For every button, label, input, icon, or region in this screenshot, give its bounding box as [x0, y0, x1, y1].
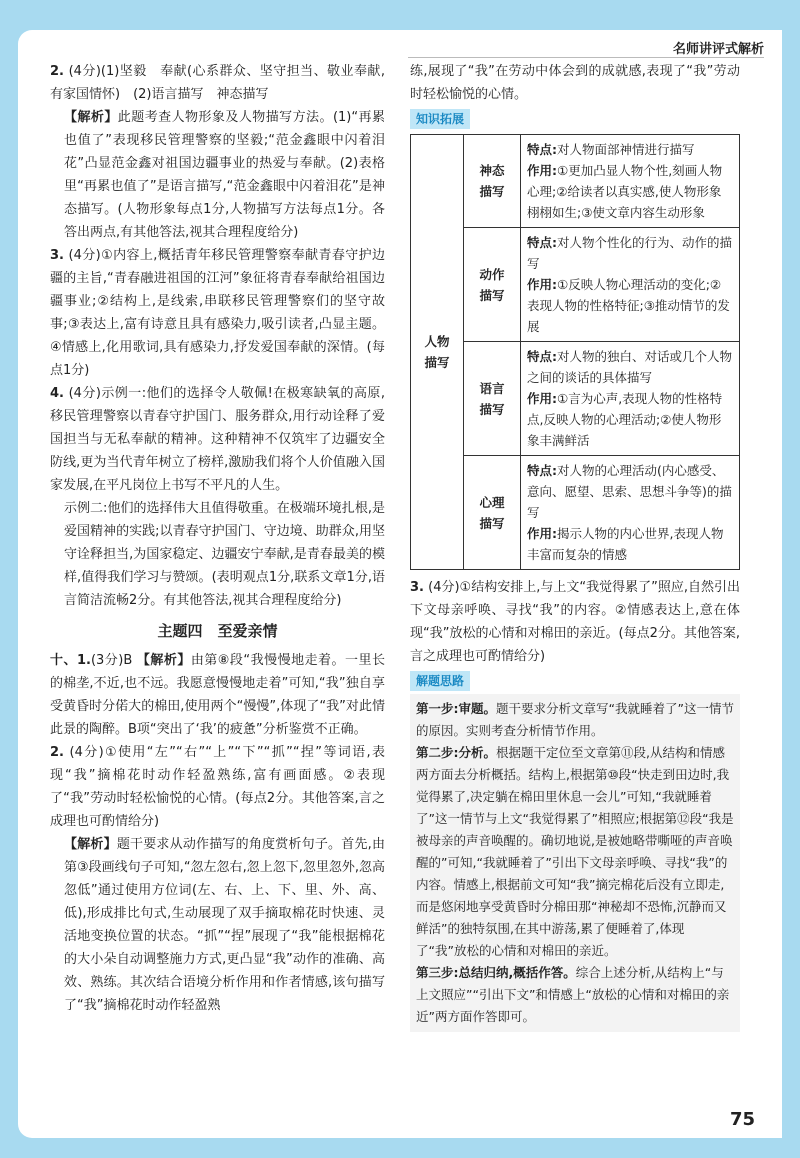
page-header — [18, 30, 782, 60]
answer-s10-q2: 2. (4分)①使用“左”“右”“上”“下”“抓”“捏”等词语,表现“我”摘棉花时动作轻盈熟练,富有画面感。②表现了“我”劳动时轻松愉悦的心情。(每点2分。其他答案,言之成理也可酌情给分) — [50, 745, 385, 829]
row-desc: 特点:对人物个性化的行为、动作的描写 作用:①反映人物心理活动的变化;②表现人物的性格特征;③推动情节的发展 — [521, 228, 740, 342]
knowledge-tag: 知识拓展 — [410, 109, 470, 129]
answer-q4: 4. (4分)示例一:他们的选择令人敬佩!在极寒缺氧的高原,移民管理警察以青春守护国门、服务群众,用行动诠释了爱国担当与无私奉献的精神。这种精神不仅筑牢了边疆安全防线,更为当代青年树立了榜样,激励我们将个人价值融入国家发展,在平凡岗位上书写不平凡的人生。 — [50, 386, 385, 493]
row-desc: 特点:对人物的独白、对话或几个人物之间的谈话的具体描写 作用:①言为心声,表现人物的性格特点,反映人物的心理活动;②使人物形象丰满鲜活 — [521, 342, 740, 456]
table-row — [411, 135, 740, 228]
analysis-q2: 【解析】此题考查人物形象及人物描写方法。(1)“再累也值了”表现移民管理警察的坚毅;“范金鑫眼中闪着泪花”凸显范金鑫对祖国边疆事业的热爱与奉献。(2)表格里“再累也值了”是语言描写,“范金鑫眼中闪着泪花”是神态描写。(人物形象每点1分,人物描写方法每点1分。各答出两点,有其他答法,视其合理程度给分) — [64, 110, 385, 240]
step-1: 第一步:审题。题干要求分析文章写“我就睡着了”这一情节的原因。实则考查分析情节作用。 — [416, 701, 734, 738]
row-name: 语言 描写 — [464, 342, 521, 456]
answer-q4-example2: 示例二:他们的选择伟大且值得敬重。在极端环境扎根,是爱国精神的实践;以青春守护国门、守边境、助群众,用坚守诠释担当,为国家稳定、边疆安宁奉献,是青春最美的模样,值得我们学习与赞颂。(表明观点1分,联系文章1分,语言简洁流畅2分。有其他答法,视其合理程度给分) — [64, 501, 385, 608]
row-desc: 特点:对人物面部神情进行描写 作用:①更加凸显人物个性,刻画人物心理;②给读者以真实感,使人物形象栩栩如生;③使文章内容生动形象 — [521, 135, 740, 228]
answer-s10-q1: 十、1.(3分)B 【解析】由第⑧段“我慢慢地走着。一里长的棉垄,不近,也不远。我愿意慢慢地走着”可知,“我”独自享受黄昏时分偌大的棉田,使用两个“慢慢”,体现了“我”对此情此景的陶醉。B项“突出了‘我’的疲惫”分析鉴赏不正确。 — [50, 653, 385, 737]
knowledge-table — [410, 134, 740, 570]
table-category: 人物 描写 — [411, 135, 464, 570]
row-name: 动作 描写 — [464, 228, 521, 342]
row-desc: 特点:对人物的心理活动(内心感受、意向、愿望、思索、思想斗争等)的描写 作用:揭示人物的内心世界,表现人物丰富而复杂的情感 — [521, 456, 740, 570]
answer-right-q3: 3. (4分)①结构安排上,与上文“我觉得累了”照应,自然引出下文母亲呼唤、寻找“我”的内容。②情感表达上,意在体现“我”放松的心情和对棉田的亲近。(每点2分。其他答案,言之成理也可酌情给分) — [410, 580, 740, 664]
row-name: 心理 描写 — [464, 456, 521, 570]
answer-q3: 3. (4分)①内容上,概括青年移民管理警察奉献青春守护边疆的主旨,“青春融进祖国的江河”象征将青春奉献给祖国边疆事业;②结构上,是线索,串联移民管理警察们的坚守故事;③表达上,富有诗意且具有感染力,吸引读者,凸显主题。④情感上,化用歌词,具有感染力,抒发爱国奉献的深情。(每点1分) — [50, 248, 386, 378]
step-2: 第二步:分析。根据题干定位至文章第⑪段,从结构和情感两方面去分析概括。结构上,根据第⑩段“快走到田边时,我觉得累了,决定躺在棉田里休息一会儿”可知,“我就睡着了”这一情节与上文“我觉得累了”相照应;根据第⑫段“我是被母亲的声音唤醒的。确切地说,是被她略带嘶哑的声音唤醒的”可知,“我就睡着了”引出下文母亲呼唤、寻找“我”的内容。情感上,根据前文可知“我”摘完棉花后没有立即走,而是悠闲地享受黄昏时分棉田那“神秘却不恐怖,沉静而又鲜活”的独特氛围,在其中游荡,累了便睡着了,体现了“我”放松的心情和对棉田的亲近。 — [416, 745, 734, 958]
row-name: 神态 描写 — [464, 135, 521, 228]
analysis-s10-q2: 【解析】题干要求从动作描写的角度赏析句子。首先,由第③段画线句子可知,“忽左忽右,忽上忽下,忽里忽外,忽高忽低”通过使用方位词(左、右、上、下、里、外、高、低),形成排比句式,生动展现了双手摘取棉花时快速、灵活地变换位置的状态。“抓”“捏”展现了“我”能根据棉花的大小朵自动调整施力方式,更凸显“我”动作的准确、高效、熟练。其次结合语境分析作用和作者情感,该句描写了“我”摘棉花时动作轻盈熟 — [64, 837, 385, 1013]
topic-heading: 主题四 至爱亲情 — [157, 622, 278, 640]
answer-q2: 2. (4分)(1)坚毅 奉献(心系群众、坚守担当、敬业奉献,有家国情怀) (2)语言描写 神态描写 — [50, 64, 385, 102]
thinking-box — [410, 694, 740, 1032]
thinking-tag: 解题思路 — [410, 671, 470, 691]
left-column — [50, 60, 385, 1017]
step-3: 第三步:总结归纳,概括作答。综合上述分析,从结构上“与上文照应”“引出下文”和情感上“放松的心情和对棉田的亲近”两方面作答即可。 — [416, 965, 730, 1024]
header-title: 名师讲评式解析 — [672, 42, 764, 57]
continued-text: 练,展现了“我”在劳动中体会到的成就感,表现了“我”劳动时轻松愉悦的心情。 — [410, 64, 740, 102]
header-divider — [408, 57, 764, 58]
right-column — [410, 60, 740, 1032]
page-number: 75 — [729, 1109, 755, 1130]
